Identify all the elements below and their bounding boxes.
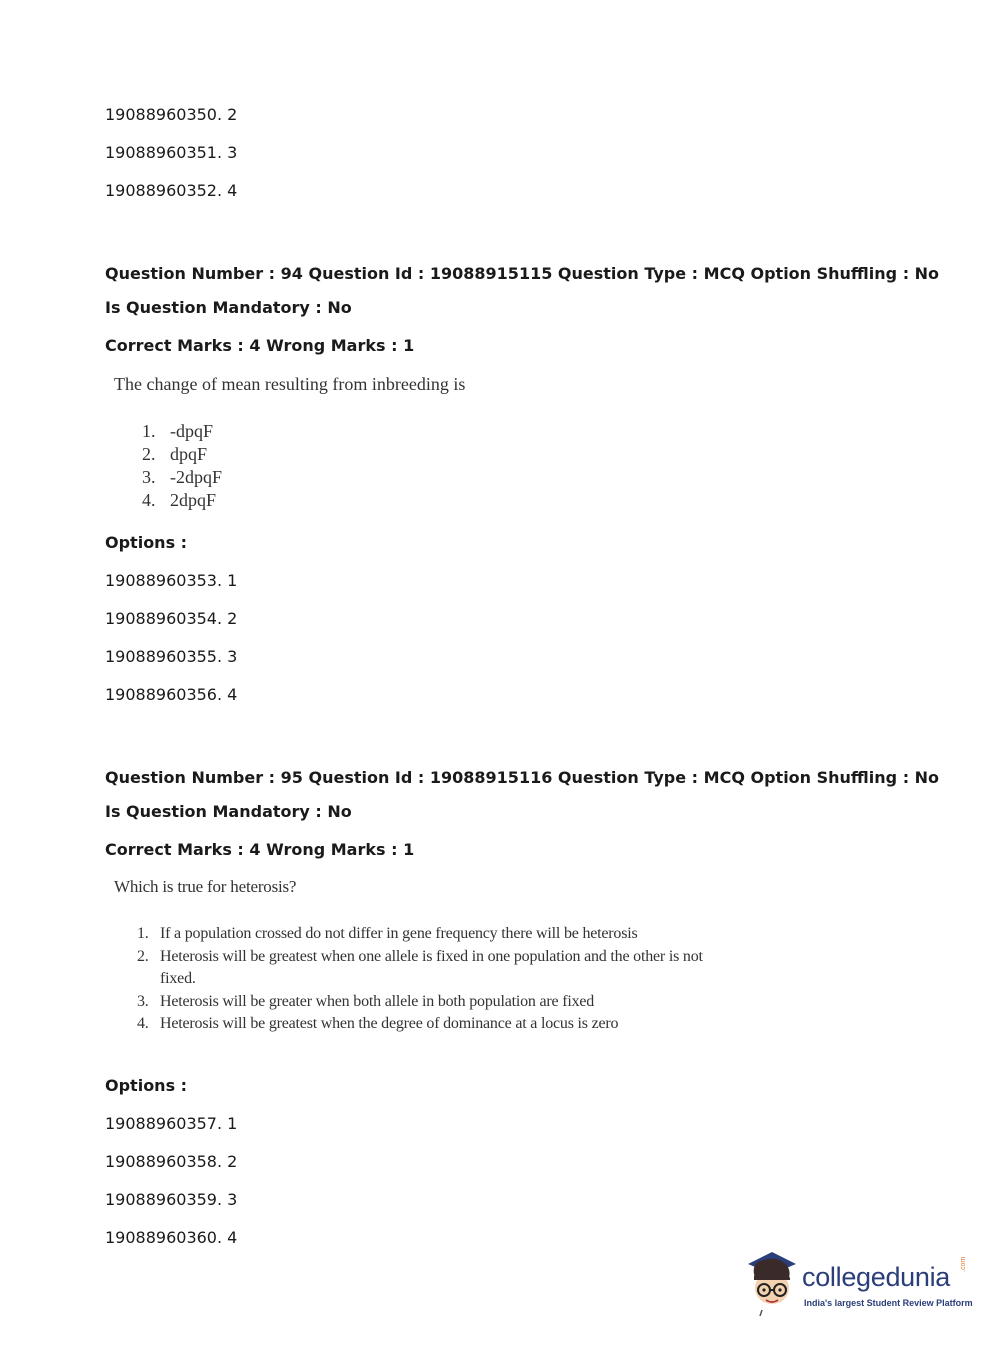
choice-number: 2. bbox=[137, 947, 149, 965]
choice-text: dpqF bbox=[170, 444, 208, 464]
choice-text: Heterosis will be greater when both allele in both population are fixed bbox=[160, 992, 595, 1010]
option-line: 19088960352. 4 bbox=[105, 181, 238, 200]
choice-text: 2dpqF bbox=[170, 490, 217, 510]
choice-list bbox=[137, 923, 703, 1036]
choice-item bbox=[142, 420, 222, 443]
choice-item bbox=[142, 466, 222, 489]
question-mandatory: Is Question Mandatory : No bbox=[105, 802, 352, 821]
choice-number: 1. bbox=[137, 925, 149, 942]
option-line: 19088960350. 2 bbox=[105, 105, 238, 124]
question-header: Question Number : 95 Question Id : 19088915116 Question Type : MCQ Option Shuffling : No bbox=[105, 768, 940, 787]
logo-wordmark: collegedunia bbox=[802, 1262, 951, 1292]
choice-number: 3. bbox=[142, 467, 156, 487]
option-line: 19088960360. 4 bbox=[105, 1228, 238, 1247]
option-line: 19088960355. 3 bbox=[105, 647, 238, 666]
choice-number: 2. bbox=[142, 444, 156, 464]
choice-list bbox=[142, 420, 222, 512]
mascot-icon bbox=[742, 1250, 802, 1316]
choice-item bbox=[137, 1013, 703, 1036]
choice-number: 4. bbox=[137, 1015, 149, 1032]
options-label: Options : bbox=[105, 533, 188, 552]
question-marks: Correct Marks : 4 Wrong Marks : 1 bbox=[105, 336, 415, 355]
question-mandatory: Is Question Mandatory : No bbox=[105, 298, 352, 317]
option-line: 19088960351. 3 bbox=[105, 143, 238, 162]
choice-number: 1. bbox=[142, 421, 156, 441]
choice-text: -dpqF bbox=[170, 421, 214, 441]
option-line: 19088960354. 2 bbox=[105, 609, 238, 628]
collegedunia-logo bbox=[742, 1250, 972, 1316]
choice-text: If a population crossed do not differ in gene frequency there will be heterosis bbox=[160, 925, 638, 942]
logo-tagline: India's largest Student Review Platform bbox=[804, 1298, 973, 1308]
choice-item bbox=[142, 489, 222, 512]
choice-item bbox=[137, 946, 703, 969]
question-stem: Which is true for heterosis? bbox=[114, 877, 297, 896]
choice-text: Heterosis will be greatest when the degree of dominance at a locus is zero bbox=[160, 1015, 619, 1032]
option-line: 19088960358. 2 bbox=[105, 1152, 238, 1171]
choice-item bbox=[142, 443, 222, 466]
choice-item bbox=[137, 923, 703, 946]
choice-text: fixed. bbox=[160, 970, 196, 987]
choice-item bbox=[137, 991, 703, 1014]
choice-number: 4. bbox=[142, 490, 156, 510]
option-line: 19088960357. 1 bbox=[105, 1114, 238, 1133]
options-label: Options : bbox=[105, 1076, 188, 1095]
option-line: 19088960356. 4 bbox=[105, 685, 238, 704]
choice-item bbox=[137, 968, 703, 991]
question-header: Question Number : 94 Question Id : 19088915115 Question Type : MCQ Option Shuffling : No bbox=[105, 264, 940, 283]
question-stem: The change of mean resulting from inbreeding is bbox=[114, 374, 466, 394]
choice-number: 3. bbox=[137, 992, 149, 1010]
option-line: 19088960359. 3 bbox=[105, 1190, 238, 1209]
choice-text: Heterosis will be greatest when one allele is fixed in one population and the other is not bbox=[160, 947, 703, 965]
question-marks: Correct Marks : 4 Wrong Marks : 1 bbox=[105, 840, 415, 859]
option-line: 19088960353. 1 bbox=[105, 571, 238, 590]
logo-suffix: .com bbox=[960, 1256, 967, 1272]
choice-text: -2dpqF bbox=[170, 467, 223, 487]
